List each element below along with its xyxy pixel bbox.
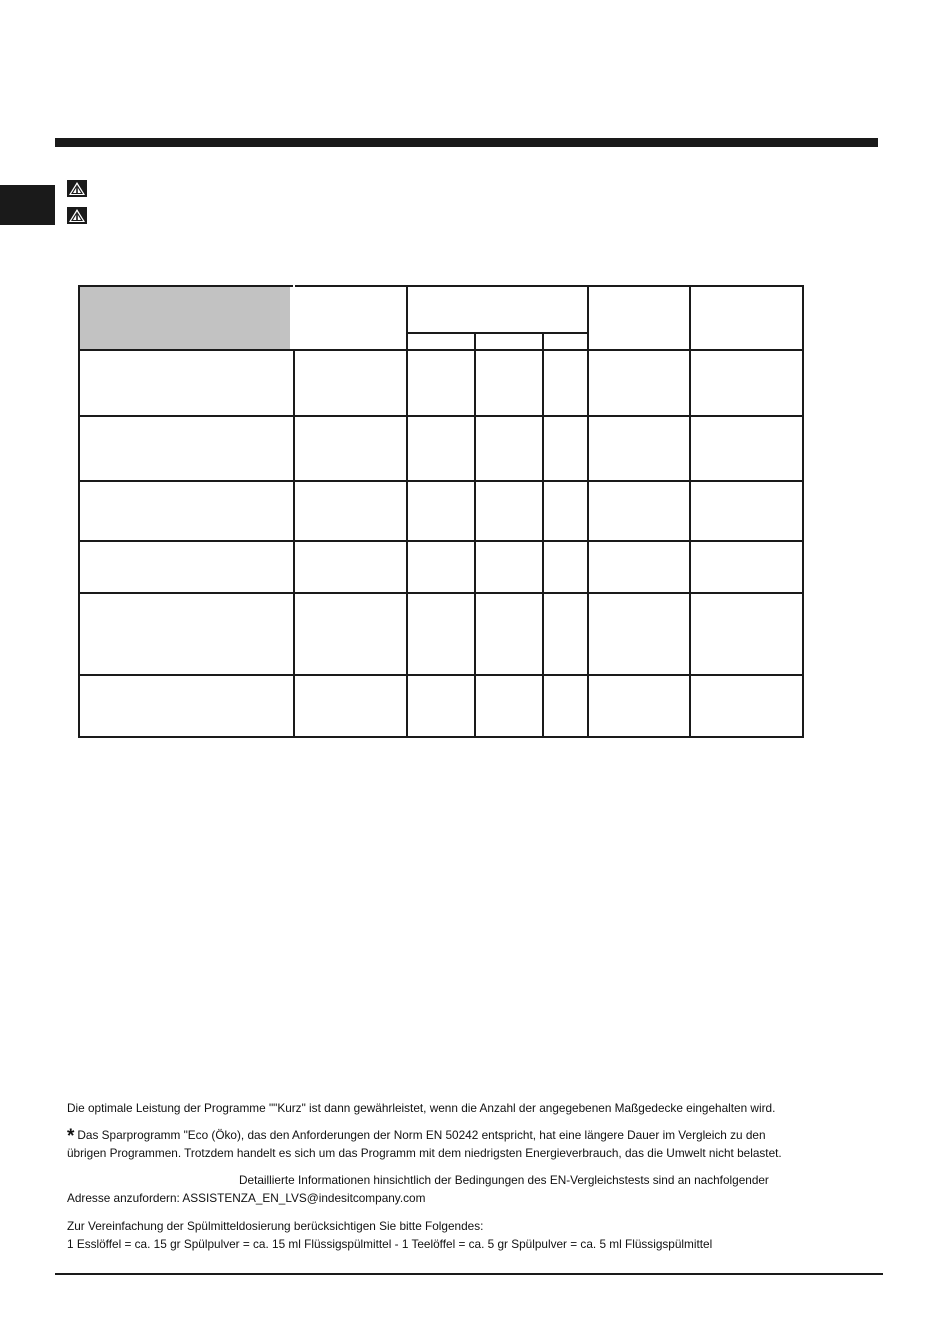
table-cell xyxy=(588,675,690,737)
top-rule xyxy=(55,138,878,147)
warning-triangle-icon xyxy=(67,207,87,224)
header-cell-program xyxy=(79,286,294,350)
header-cell xyxy=(588,286,690,350)
footnote-dosage xyxy=(67,1217,897,1253)
warning-triangle-icon xyxy=(67,180,87,197)
table-cell xyxy=(79,593,294,675)
table-cell xyxy=(588,481,690,541)
table-header-row xyxy=(79,286,803,333)
footnote-text: Zur Vereinfachung der Spülmitteldosierung berücksichtigen Sie bitte Folgendes: xyxy=(67,1219,484,1233)
table-cell xyxy=(475,481,543,541)
table-cell xyxy=(79,416,294,481)
table-cell xyxy=(543,481,588,541)
table-cell xyxy=(475,350,543,416)
table-cell xyxy=(407,350,475,416)
header-cell xyxy=(690,286,803,350)
table-cell xyxy=(294,350,407,416)
table-row xyxy=(79,593,803,675)
table-cell xyxy=(294,481,407,541)
footnote-text xyxy=(67,1126,897,1147)
table-cell xyxy=(690,675,803,737)
table-cell xyxy=(690,481,803,541)
bottom-rule xyxy=(55,1273,883,1275)
program-table xyxy=(78,285,804,738)
table-cell xyxy=(475,675,543,737)
table-cell xyxy=(588,541,690,593)
header-cell-group xyxy=(407,286,588,333)
table-cell xyxy=(294,593,407,675)
table-cell xyxy=(588,593,690,675)
table-cell xyxy=(690,593,803,675)
table-cell xyxy=(588,350,690,416)
table-cell xyxy=(543,541,588,593)
table-cell xyxy=(543,416,588,481)
table-cell xyxy=(79,541,294,593)
table-cell xyxy=(690,541,803,593)
footnote-text: übrigen Programmen. Trotzdem handelt es sich um das Programm mit dem niedrigsten Energieverbrauch, das die Umwelt nicht belastet. xyxy=(67,1146,782,1160)
table-cell xyxy=(543,675,588,737)
footnote-text: 1 Esslöffel = ca. 15 gr Spülpulver = ca. 15 ml Flüssigspülmittel - 1 Teelöffel = ca. 5 gr Spülpulver = ca. 5 ml Flüssigspülmittel xyxy=(67,1237,713,1251)
footnote-en-test xyxy=(67,1171,897,1207)
table-cell xyxy=(543,593,588,675)
footnote-text xyxy=(67,1171,897,1189)
footnote-text: Detaillierte Informationen hinsichtlich der Bedingungen des EN-Vergleichstests sind an nachfolgender xyxy=(239,1173,769,1187)
table-cell xyxy=(407,416,475,481)
asterisk-marker: * xyxy=(67,1126,75,1147)
table-row xyxy=(79,350,803,416)
table-cell xyxy=(294,541,407,593)
table-cell xyxy=(475,593,543,675)
footnote-text: Das Sparprogramm "Eco (Öko), das den Anforderungen der Norm EN 50242 entspricht, hat eine längere Dauer im Vergleich zu den xyxy=(77,1128,766,1142)
table-cell xyxy=(475,541,543,593)
table-cell xyxy=(407,481,475,541)
subheader-cell xyxy=(407,333,475,350)
table-cell xyxy=(407,675,475,737)
table-row xyxy=(79,541,803,593)
table-cell xyxy=(543,350,588,416)
language-tab-marker xyxy=(0,185,55,225)
table-cell xyxy=(690,416,803,481)
footnote-text: Die optimale Leistung der Programme ""Kurz" ist dann gewährleistet, wenn die Anzahl der angegebenen Maßgedecke eingehalten wird. xyxy=(67,1101,776,1115)
subheader-cell xyxy=(475,333,543,350)
table-cell xyxy=(294,675,407,737)
table-cell xyxy=(690,350,803,416)
header-cell xyxy=(294,286,407,350)
table-row xyxy=(79,481,803,541)
table-row xyxy=(79,416,803,481)
table-cell xyxy=(79,481,294,541)
table-cell xyxy=(475,416,543,481)
table-cell xyxy=(588,416,690,481)
table-cell xyxy=(407,593,475,675)
footnote-eco xyxy=(67,1126,897,1162)
table-cell xyxy=(79,675,294,737)
table-cell xyxy=(79,350,294,416)
footnote-performance xyxy=(67,1099,897,1117)
footnote-email: Adresse anzufordern: ASSISTENZA_EN_LVS@indesitcompany.com xyxy=(67,1191,426,1205)
subheader-cell xyxy=(543,333,588,350)
table-row xyxy=(79,675,803,737)
table-cell xyxy=(294,416,407,481)
table-cell xyxy=(407,541,475,593)
